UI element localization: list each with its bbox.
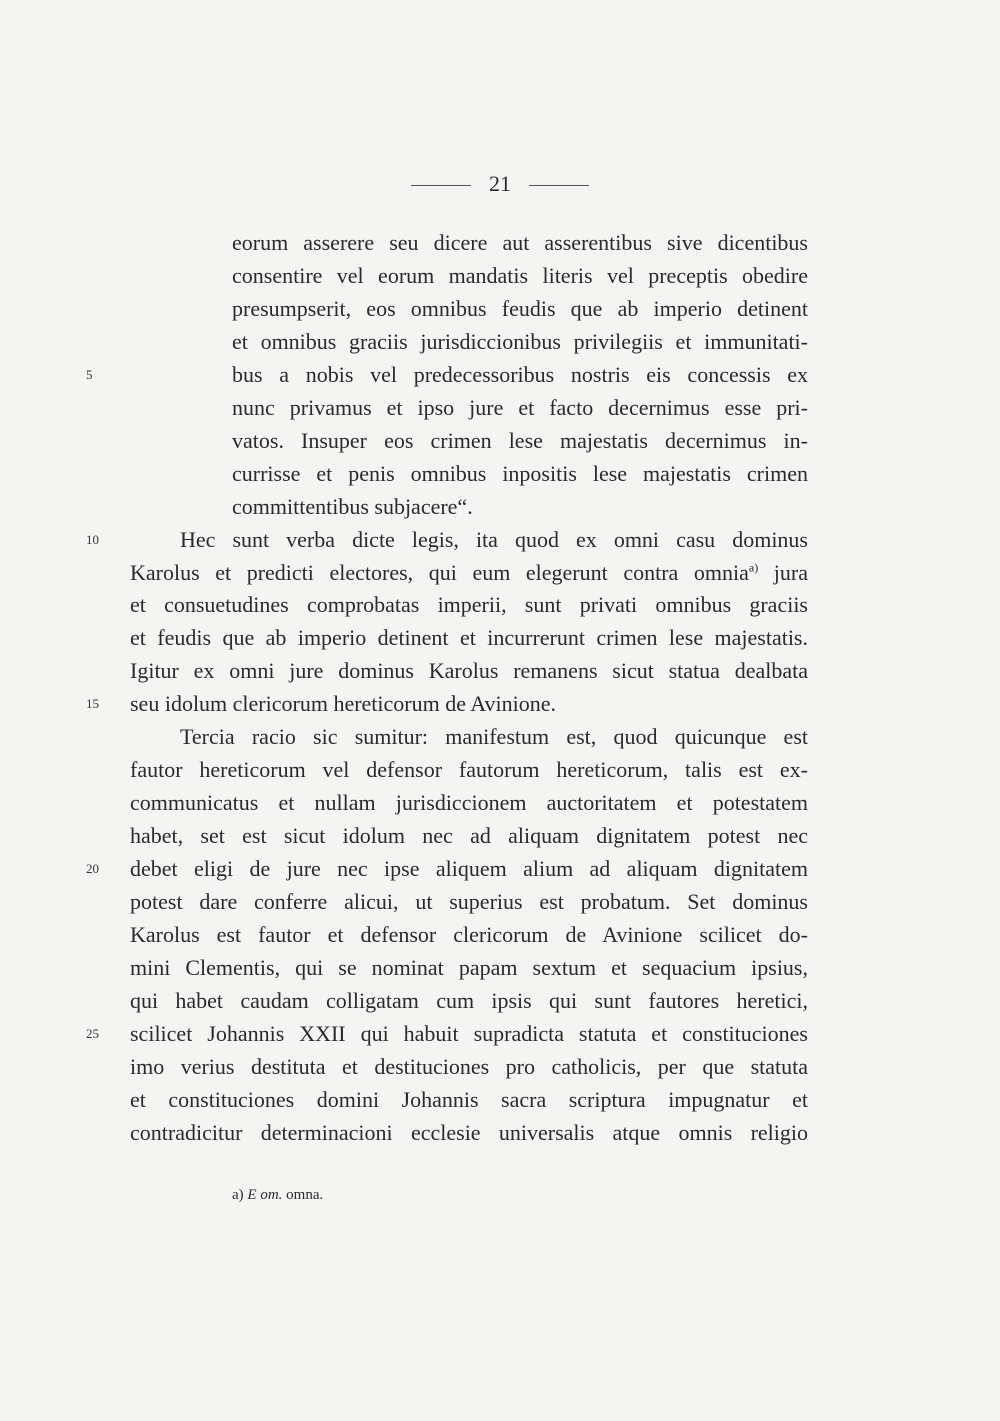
line-text: potest dare conferre alicui, ut superius est probatum. Set dominus	[130, 889, 808, 914]
footnote-witness: E	[247, 1187, 257, 1203]
line-text: currisse et penis omnibus inpositis lese majestatis crimen	[232, 461, 808, 486]
text-line	[232, 492, 808, 522]
text-line	[232, 459, 808, 489]
text-line	[180, 722, 808, 752]
line-text: committentibus subjacere“.	[232, 494, 473, 519]
line-text: et consuetudines comprobatas imperii, sunt privati omnibus graciis	[130, 592, 808, 617]
line-text: habet, set est sicut idolum nec ad aliquam dignitatem potest nec	[130, 823, 808, 848]
text-line	[232, 360, 808, 390]
text-line	[130, 887, 808, 917]
text-line	[232, 393, 808, 423]
line-text: scilicet Johannis XXII qui habuit supradicta statuta et constituciones	[130, 1021, 808, 1046]
text-line	[130, 788, 808, 818]
text-line	[232, 294, 808, 324]
footnote-reading: omna.	[286, 1187, 324, 1203]
page-number: 21	[489, 171, 511, 196]
line-text: qui habet caudam colligatam cum ipsis qui sunt fautores heretici,	[130, 988, 808, 1013]
text-line	[130, 821, 808, 851]
footnote	[232, 1184, 323, 1206]
text-line	[130, 755, 808, 785]
footnote-marker: a)	[748, 560, 759, 575]
line-text: Hec sunt verba dicte legis, ita quod ex omni casu dominus	[180, 527, 808, 552]
page-header	[0, 170, 1000, 198]
line-text: nunc privamus et ipso jure et facto decernimus esse pri-	[232, 395, 808, 420]
text-line	[130, 953, 808, 983]
line-text: vatos. Insuper eos crimen lese majestatis decernimus in-	[232, 428, 808, 453]
text-line	[130, 689, 808, 719]
line-text: contradicitur determinacioni ecclesie universalis atque omnis religio	[130, 1120, 808, 1145]
text-line	[130, 1118, 808, 1148]
line-text: et constituciones domini Johannis sacra scriptura impugnatur et	[130, 1087, 808, 1112]
line-text: Igitur ex omni jure dominus Karolus remanens sicut statua dealbata	[130, 658, 808, 683]
line-text: fautor hereticorum vel defensor fautorum hereticorum, talis est ex-	[130, 757, 808, 782]
text-line	[130, 1085, 808, 1115]
text-line	[232, 261, 808, 291]
line-text: mini Clementis, qui se nominat papam sextum et sequacium ipsius,	[130, 955, 808, 980]
line-text: Tercia racio sic sumitur: manifestum est, quod quicunque est	[180, 724, 808, 749]
text-line	[130, 920, 808, 950]
line-number: 15	[86, 696, 99, 711]
line-text-continuation: jura	[758, 560, 808, 585]
line-text: et feudis que ab imperio detinent et incurrerunt crimen lese majestatis.	[130, 625, 808, 650]
line-text: Karolus et predicti electores, qui eum elegerunt contra omnia	[130, 560, 749, 585]
footnote-label: a)	[232, 1187, 244, 1203]
text-line	[180, 525, 808, 555]
text-line	[130, 558, 808, 588]
line-text: Karolus est fautor et defensor clericorum de Avinione scilicet do-	[130, 922, 808, 947]
text-line	[130, 1019, 808, 1049]
text-line	[232, 426, 808, 456]
text-line	[232, 228, 808, 258]
line-number: 20	[86, 861, 99, 876]
header-rule-left	[411, 185, 471, 186]
text-line	[232, 327, 808, 357]
line-text: eorum asserere seu dicere aut asserentibus sive dicentibus	[232, 230, 808, 255]
line-text: debet eligi de jure nec ipse aliquem alium ad aliquam dignitatem	[130, 856, 808, 881]
line-text: bus a nobis vel predecessoribus nostris eis concessis ex	[232, 362, 808, 387]
line-number: 25	[86, 1026, 99, 1041]
text-line	[130, 986, 808, 1016]
line-text: et omnibus graciis jurisdiccionibus privilegiis et immunitati-	[232, 329, 808, 354]
text-line	[130, 590, 808, 620]
text-line	[130, 656, 808, 686]
line-text: consentire vel eorum mandatis literis vel preceptis obedire	[232, 263, 808, 288]
text-line	[130, 1052, 808, 1082]
text-line	[130, 854, 808, 884]
line-text: presumpserit, eos omnibus feudis que ab imperio detinent	[232, 296, 808, 321]
line-text: communicatus et nullam jurisdiccionem auctoritatem et potestatem	[130, 790, 808, 815]
header-rule-right	[529, 185, 589, 186]
line-number: 5	[86, 367, 93, 382]
line-text: imo verius destituta et destituciones pro catholicis, per que statuta	[130, 1054, 808, 1079]
line-text: seu idolum clericorum hereticorum de Avinione.	[130, 691, 557, 716]
line-number: 10	[86, 532, 99, 547]
text-line	[130, 623, 808, 653]
footnote-abbrev: om.	[260, 1187, 283, 1203]
